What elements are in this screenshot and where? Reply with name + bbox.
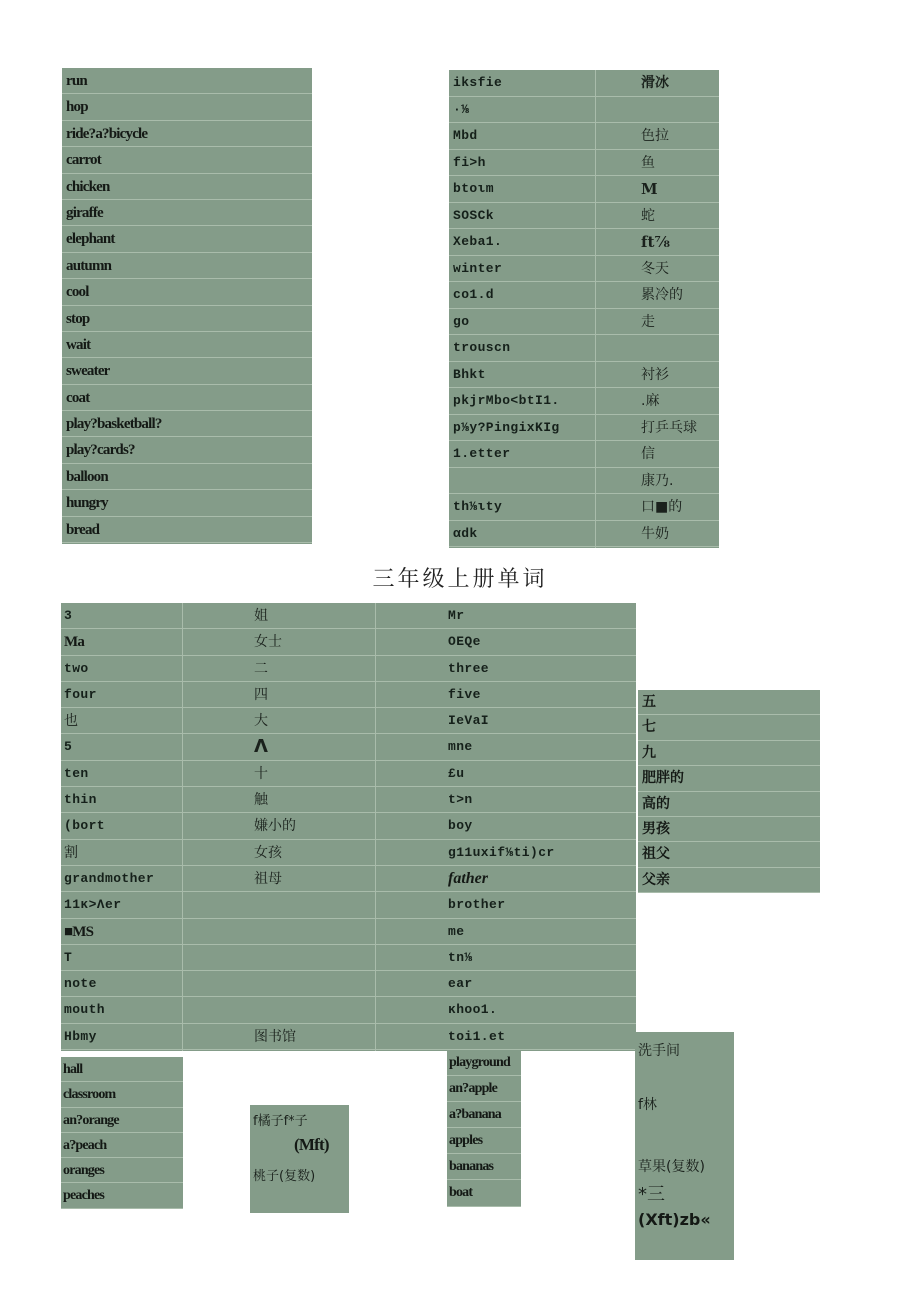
table-row (62, 174, 312, 200)
word-cell: chicken (66, 178, 110, 195)
english-cell: Mbd (453, 128, 478, 143)
right-note-box (635, 1032, 734, 1260)
top-left-word-table (62, 68, 312, 544)
col-a-cell: 割 (64, 844, 78, 861)
table-row (449, 309, 719, 336)
col-a-cell: four (64, 686, 97, 702)
table-row (61, 1183, 183, 1208)
col-c-cell: three (448, 660, 490, 676)
table-row (61, 919, 636, 945)
table-row (61, 656, 636, 682)
col-c-cell: me (448, 923, 465, 939)
word-cell: hall (63, 1062, 83, 1077)
word-cell: a?banana (449, 1107, 501, 1123)
table-row (638, 842, 820, 867)
chinese-cell: 衬衫 (641, 366, 669, 383)
col-a-cell: T (64, 949, 73, 965)
table-row (61, 603, 636, 629)
col-b-cell (254, 945, 372, 970)
word-cell: run (66, 73, 87, 89)
table-row (449, 229, 719, 256)
col-a-cell: ten (64, 765, 89, 781)
table-row (62, 226, 312, 252)
table-row (61, 1082, 183, 1107)
table-row (449, 362, 719, 389)
col-b-cell: 十 (254, 765, 268, 782)
table-row (449, 468, 719, 495)
word-cell: apples (449, 1133, 483, 1149)
middle-note-line1: f橘子f*子 (253, 1114, 308, 1129)
table-row (61, 682, 636, 708)
chinese-cell: ft⅞ (641, 233, 670, 251)
table-row (62, 68, 312, 94)
chinese-cell: 七 (642, 719, 656, 736)
table-row (447, 1180, 521, 1206)
chinese-cell: 色拉 (641, 128, 669, 144)
col-c-cell: t>n (448, 792, 473, 808)
table-row (61, 945, 636, 971)
col-a-cell: two (64, 660, 89, 676)
table-row (449, 150, 719, 177)
chinese-cell (641, 335, 717, 361)
english-cell: winter (453, 260, 503, 276)
table-row (62, 490, 312, 516)
chinese-cell: 蛇 (641, 207, 655, 224)
table-row (447, 1076, 521, 1102)
col-b-cell: 图书馆 (254, 1028, 296, 1045)
chinese-cell: 走 (641, 313, 655, 330)
col-b-cell: 姐 (254, 608, 268, 624)
table-row (62, 385, 312, 411)
col-a-cell: Ma (64, 634, 85, 651)
word-cell: play?cards? (66, 442, 135, 459)
chinese-cell: 冬天 (641, 260, 669, 277)
chinese-cell: 累冷的 (641, 287, 683, 303)
col-b-cell (254, 892, 372, 917)
right-note-line5: (Xft)zb« (638, 1210, 711, 1229)
table-row (61, 813, 636, 839)
table-row (449, 521, 719, 548)
table-row (638, 741, 820, 766)
word-cell: balloon (66, 468, 108, 485)
col-b-cell: 祖母 (254, 870, 282, 887)
chinese-cell: 祖父 (642, 846, 670, 863)
chinese-cell: 高的 (642, 795, 670, 812)
middle-note-line3: 桃子(复数) (253, 1169, 316, 1184)
table-row (638, 690, 820, 715)
word-cell: classroom (63, 1087, 116, 1103)
table-row (62, 358, 312, 384)
col-c-cell: tn⅛ (448, 949, 473, 965)
english-cell: p⅛y?PingixKIg (453, 419, 560, 435)
chinese-cell (641, 97, 717, 123)
side-chinese-table (638, 690, 820, 893)
table-row (61, 971, 636, 997)
english-cell: co1.d (453, 287, 495, 302)
table-row (61, 1158, 183, 1183)
col-b-cell: 二 (254, 660, 268, 677)
col-a-cell: thin (64, 792, 97, 808)
col-c-cell: five (448, 686, 481, 702)
col-b-cell: 女士 (254, 634, 282, 651)
table-row (449, 388, 719, 415)
table-row (61, 787, 636, 813)
chinese-cell: 九 (642, 744, 656, 761)
word-cell: cool (66, 284, 89, 301)
english-cell: ·⅛ (453, 101, 470, 117)
english-cell: fi>h (453, 154, 486, 170)
bottom-left-word-table (61, 1057, 183, 1209)
col-b-cell (254, 997, 372, 1022)
english-cell: Bhkt (453, 366, 486, 382)
table-row (62, 464, 312, 490)
table-row (638, 766, 820, 791)
col-c-cell: father (448, 869, 488, 887)
word-cell: autumn (66, 257, 112, 274)
english-cell: btoιm (453, 181, 495, 196)
chinese-cell: 信 (641, 446, 655, 462)
col-a-cell: ■MS (64, 923, 94, 940)
table-row (449, 97, 719, 124)
col-c-cell: κhoo1. (448, 1002, 498, 1018)
col-a-cell: grandmother (64, 870, 155, 886)
english-cell: th⅛ιty (453, 499, 503, 514)
table-row (62, 200, 312, 226)
word-cell: an?apple (449, 1081, 498, 1097)
table-row (62, 306, 312, 332)
table-row (62, 437, 312, 463)
table-row (638, 715, 820, 740)
table-row (449, 441, 719, 468)
col-a-cell: 11κ>Λer (64, 897, 122, 913)
word-cell: hop (66, 99, 88, 116)
chinese-cell: .麻 (641, 393, 660, 409)
col-b-cell: 嫌小的 (254, 818, 296, 835)
section-title: 三年级上册单词 (372, 567, 548, 592)
table-row (61, 1108, 183, 1133)
english-cell: Xeba1. (453, 234, 503, 249)
word-cell: playground (449, 1055, 510, 1070)
table-row (61, 1024, 636, 1050)
table-row (449, 494, 719, 521)
table-row (62, 332, 312, 358)
word-cell: boat (449, 1185, 473, 1201)
word-cell: coat (66, 389, 90, 406)
table-row (447, 1050, 521, 1076)
table-row (447, 1102, 521, 1128)
word-cell: elephant (66, 231, 115, 248)
col-c-cell: g11uxif⅛ti)cr (448, 844, 555, 860)
english-cell: go (453, 313, 470, 329)
col-c-cell: Mr (448, 608, 465, 623)
right-note-line3: 草果(复数) (638, 1159, 705, 1175)
table-row (449, 415, 719, 442)
col-b-cell (254, 971, 372, 996)
chinese-cell: 五 (642, 694, 656, 710)
col-c-cell: boy (448, 818, 473, 834)
col-b-cell: Λ (254, 736, 268, 758)
word-cell: giraffe (66, 204, 103, 221)
table-row (61, 761, 636, 787)
table-row (449, 256, 719, 283)
table-row (61, 734, 636, 760)
table-row (62, 411, 312, 437)
english-cell (453, 468, 593, 494)
col-b-cell: 女孩 (254, 844, 282, 861)
table-row (61, 892, 636, 918)
table-row (62, 253, 312, 279)
col-b-cell: 四 (254, 686, 268, 703)
word-cell: a?peach (63, 1137, 107, 1153)
table-row (447, 1154, 521, 1180)
word-cell: bread (66, 521, 100, 538)
table-row (61, 840, 636, 866)
table-row (61, 1057, 183, 1082)
main-vocab-table (61, 603, 636, 1051)
col-b-cell: 触 (254, 792, 268, 809)
table-row (62, 121, 312, 147)
col-a-cell: note (64, 976, 97, 992)
word-cell: hungry (66, 495, 108, 512)
table-row (638, 817, 820, 842)
right-note-line1: 洗手间 (638, 1043, 680, 1059)
col-c-cell: OEQe (448, 634, 481, 650)
word-cell: bananas (449, 1159, 494, 1175)
chinese-cell: 打乒乓球 (641, 419, 697, 436)
table-row (61, 866, 636, 892)
chinese-cell: 父亲 (642, 871, 670, 888)
right-note-line4: *三 (638, 1184, 665, 1205)
col-a-cell: 3 (64, 608, 73, 623)
col-b-cell (254, 919, 372, 944)
table-row (62, 279, 312, 305)
chinese-cell: 康乃. (641, 472, 674, 489)
middle-note-line2: (Mft) (294, 1135, 329, 1154)
col-c-cell: ear (448, 976, 473, 992)
col-c-cell: mne (448, 739, 473, 755)
english-cell: trouscn (453, 340, 511, 355)
english-cell: iksfie (453, 75, 503, 90)
word-cell: stop (66, 310, 90, 327)
right-note-line2: f林 (638, 1097, 657, 1113)
col-c-cell: toi1.et (448, 1028, 506, 1044)
table-row (638, 792, 820, 817)
table-row (447, 1128, 521, 1154)
word-cell: peaches (63, 1188, 105, 1204)
english-cell: 1.etter (453, 446, 511, 461)
chinese-cell: 牛奶 (641, 525, 669, 542)
table-row (62, 517, 312, 543)
english-cell: αdk (453, 525, 478, 541)
chinese-cell: M (641, 180, 658, 198)
col-a-cell: (bort (64, 818, 106, 834)
table-row (449, 282, 719, 309)
col-a-cell: mouth (64, 1002, 106, 1018)
bottom-mid-word-table (447, 1050, 521, 1207)
table-row (61, 997, 636, 1023)
chinese-cell: 滑冰 (641, 75, 669, 91)
table-row (61, 1133, 183, 1158)
table-row (62, 94, 312, 120)
word-cell: carrot (66, 152, 101, 169)
top-right-vocab-table (449, 70, 719, 548)
chinese-cell: 肥胖的 (642, 770, 684, 787)
chinese-cell: 口■的 (641, 499, 683, 515)
col-a-cell: 5 (64, 739, 73, 755)
word-cell: sweater (66, 363, 110, 380)
chinese-cell: 男孩 (642, 820, 670, 837)
table-row (61, 629, 636, 655)
table-row (449, 70, 719, 97)
word-cell: oranges (63, 1163, 105, 1179)
table-row (449, 203, 719, 230)
col-a-cell: Hbmy (64, 1028, 97, 1044)
table-row (61, 708, 636, 734)
word-cell: wait (66, 336, 91, 353)
col-c-cell: brother (448, 897, 506, 913)
word-cell: ride?a?bicycle (66, 125, 148, 142)
english-cell: SOSCk (453, 207, 495, 223)
table-row (449, 123, 719, 150)
word-cell: play?basketball? (66, 416, 162, 433)
middle-note-box (250, 1105, 349, 1213)
table-row (449, 176, 719, 203)
chinese-cell: 鱼 (641, 154, 655, 171)
col-b-cell: 大 (254, 713, 268, 730)
col-c-cell: £u (448, 765, 465, 781)
col-a-cell: 也 (64, 713, 78, 730)
table-row (449, 335, 719, 362)
english-cell: pkjrMbo<btI1. (453, 393, 560, 408)
col-c-cell: IeVaI (448, 713, 490, 729)
word-cell: an?orange (63, 1112, 119, 1128)
table-row (638, 868, 820, 893)
table-row (62, 147, 312, 173)
